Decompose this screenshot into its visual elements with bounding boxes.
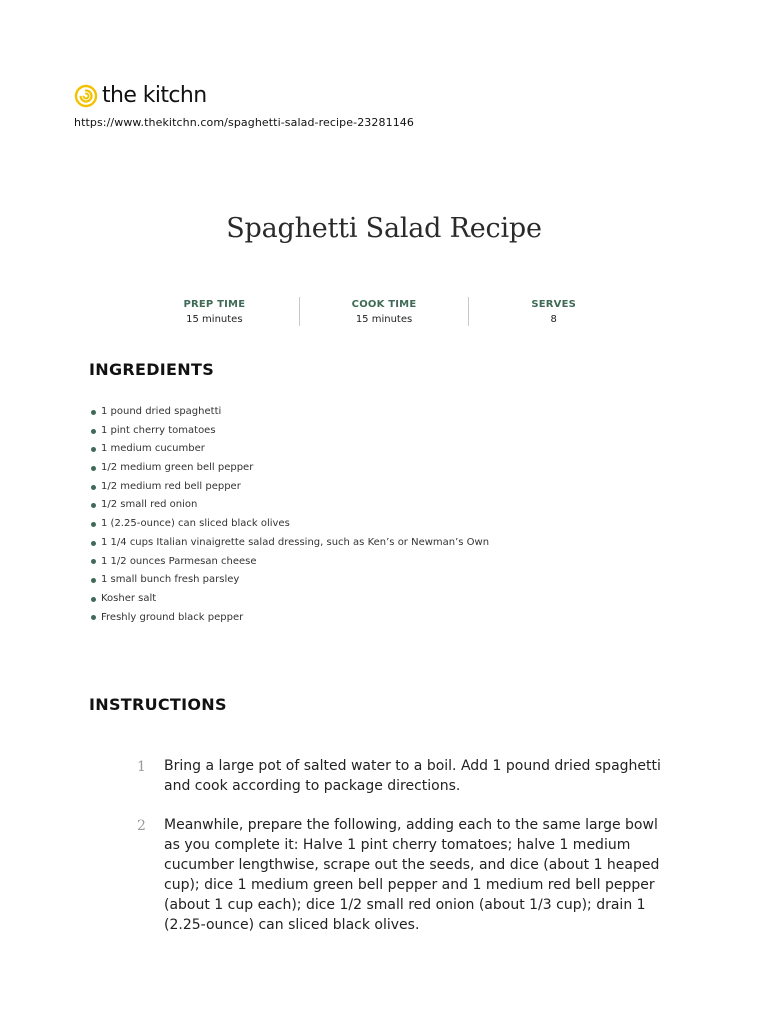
list-item	[91, 478, 489, 497]
cook-time-label: COOK TIME	[351, 299, 417, 310]
step-number: 2	[137, 818, 146, 834]
ingredient-text: 1 pint cherry tomatoes	[101, 424, 216, 436]
list-item	[91, 440, 489, 459]
bullet-icon	[91, 485, 96, 490]
serves-label: SERVES	[531, 299, 577, 310]
bullet-icon	[91, 503, 96, 508]
recipe-title: Spaghetti Salad Recipe	[226, 213, 542, 244]
ingredient-text: 1 (2.25-ounce) can sliced black olives	[101, 518, 290, 530]
list-item	[91, 534, 489, 553]
list-item	[91, 422, 489, 441]
list-item	[91, 459, 489, 478]
bullet-icon	[91, 429, 96, 434]
recipe-meta	[130, 297, 638, 326]
step-text: Meanwhile, prepare the following, adding each to the same large bowl as you complete it: Halve 1 pint cherry tomatoes; halve 1 medium cucumber lengthwise, scrape out the seeds, and dice (about 1 heaped cup); dice 1 medium green bell pepper and 1 medium red bell pepper (about 1 cup each); dice 1/2 small red onion (about 1/3 cup); drain 1 (2.25-ounce) can sliced black olives.	[164, 817, 660, 933]
bullet-icon	[91, 410, 96, 415]
list-item	[91, 496, 489, 515]
list-item	[91, 515, 489, 534]
prep-time-value: 15 minutes	[186, 314, 243, 325]
ingredient-text: Freshly ground black pepper	[101, 611, 244, 623]
instruction-step	[134, 815, 674, 935]
ingredient-text: 1 1/4 cups Italian vinaigrette salad dressing, such as Ken’s or Newman’s Own	[101, 536, 490, 548]
step-text: Bring a large pot of salted water to a boil. Add 1 pound dried spaghetti and cook according to package directions.	[164, 758, 661, 794]
cook-time-value: 15 minutes	[355, 314, 413, 325]
bullet-icon	[91, 466, 96, 471]
bullet-icon	[91, 597, 96, 602]
ingredient-text: 1 pound dried spaghetti	[101, 406, 222, 417]
step-number: 1	[137, 759, 146, 775]
list-item	[91, 553, 489, 572]
ingredient-text: 1/2 medium red bell pepper	[101, 480, 241, 492]
ingredient-text: 1/2 small red onion	[101, 499, 198, 511]
site-header	[74, 83, 207, 108]
prep-time-label: PREP TIME	[183, 299, 246, 310]
cook-time	[300, 297, 470, 326]
list-item	[91, 571, 489, 590]
ingredient-text: 1/2 medium green bell pepper	[101, 462, 254, 474]
ingredient-text: 1 small bunch fresh parsley	[101, 574, 240, 586]
serves-value: 8	[550, 314, 557, 325]
bullet-icon	[91, 447, 96, 452]
ingredient-text: 1 1/2 ounces Parmesan cheese	[101, 555, 257, 567]
instruction-step	[134, 756, 674, 796]
page-url[interactable]: https://www.thekitchn.com/spaghetti-salad-recipe-23281146	[74, 116, 414, 129]
ingredients-heading: INGREDIENTS	[89, 360, 215, 379]
ingredient-text: 1 medium cucumber	[101, 443, 205, 455]
list-item	[91, 609, 489, 628]
bullet-icon	[91, 578, 96, 583]
ingredients-list	[91, 403, 489, 627]
ingredient-text: Kosher salt	[101, 592, 157, 604]
instructions-list	[134, 756, 674, 954]
list-item	[91, 590, 489, 609]
bullet-icon	[91, 615, 96, 620]
bullet-icon	[91, 522, 96, 527]
serves	[469, 297, 638, 326]
spiral-logo-icon[interactable]	[74, 84, 98, 108]
bullet-icon	[91, 559, 96, 564]
brand-name[interactable]: the kitchn	[102, 83, 207, 108]
instructions-heading: INSTRUCTIONS	[89, 695, 227, 714]
list-item	[91, 403, 489, 422]
bullet-icon	[91, 541, 96, 546]
prep-time	[130, 297, 300, 326]
